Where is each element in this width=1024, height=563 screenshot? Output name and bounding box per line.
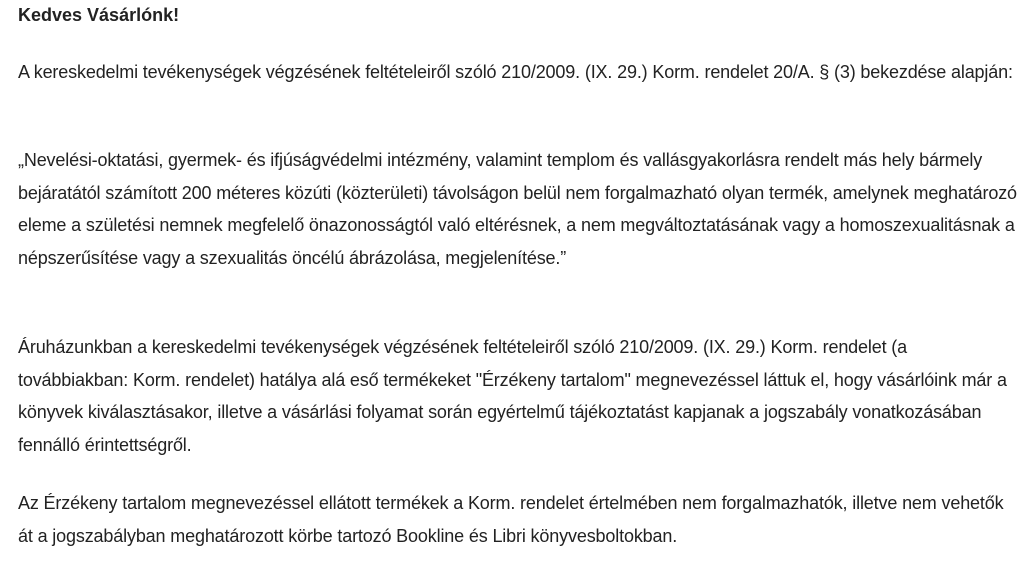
legal-basis-paragraph: A kereskedelmi tevékenységek végzésének feltételeiről szóló 210/2009. (IX. 29.) Korm. rendelet 20/A. § (3) bekezdése alapján:: [18, 62, 1013, 82]
regulation-quote-paragraph: „Nevelési-oktatási, gyermek- és ifjúságvédelmi intézmény, valamint templom és vallásgyakorlásra rendelt más hely bármely bejáratától számított 200 méteres közúti (közterületi) távolságon belül nem forgalmazható olyan termék, amelynek meghatározó eleme a születési nemnek megfelelő önazonosságtól való eltérésnek, a nem megváltoztatásának vagy a homoszexualitásnak a népszerűsítése vagy a szexualitás öncélú ábrázolása, megjelenítése.”: [18, 150, 1017, 268]
sensitive-content-label-paragraph: Áruházunkban a kereskedelmi tevékenységek végzésének feltételeiről szóló 210/2009. (IX. 29.) Korm. rendelet (a továbbiakban: Korm. rendelet) hatálya alá eső termékeket "Érzékeny tartalom" megnevezéssel láttuk el, hogy vásárlóink már a könyvek kiválasztásakor, illetve a vásárlási folyamat során egyértelmű tájékoztatást kapjanak a jogszabály vonatkozásában fennálló érintettségről.: [18, 337, 1007, 455]
greeting-heading: Kedves Vásárlónk!: [18, 5, 180, 25]
distribution-restriction-paragraph: Az Érzékeny tartalom megnevezéssel ellátott termékek a Korm. rendelet értelmében nem forgalmazhatók, illetve nem vehetők át a jogszabályban meghatározott körbe tartozó Bookline és Libri könyvesboltokban.: [18, 493, 1004, 546]
